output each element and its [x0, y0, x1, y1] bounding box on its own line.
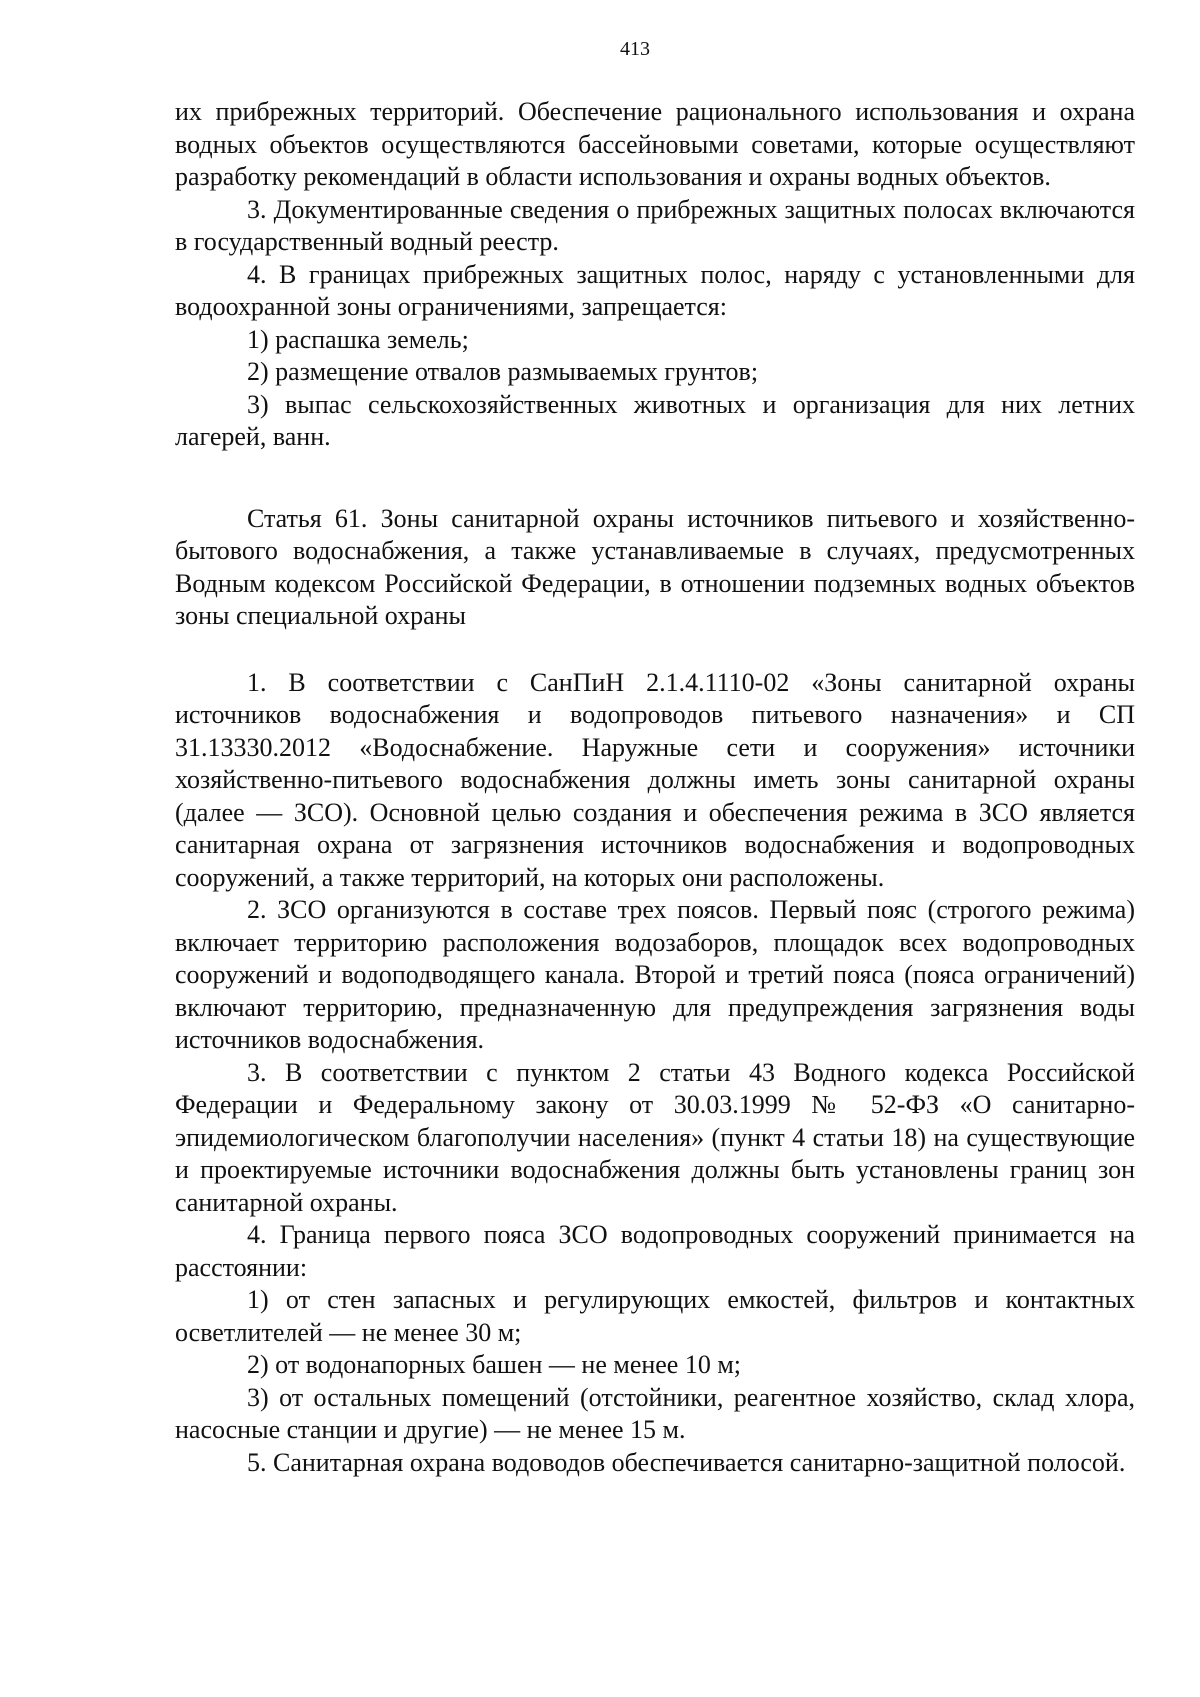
paragraph: их прибрежных территорий. Обеспечение рационального использования и охрана водных объектов осуществляются бассейновыми советами, которые осуществляют разработку рекомендаций в области использования и охраны водных объектов.	[175, 97, 1135, 191]
list-item: 1) распашка земель;	[247, 324, 469, 354]
paragraph: 3. Документированные сведения о прибрежных защитных полосах включаются в государственный водный реестр.	[175, 194, 1135, 256]
paragraph: 2. ЗСО организуются в составе трех поясов. Первый пояс (строгого режима) включает территорию расположения водозаборов, площадок всех водопроводных сооружений и водоподводящего канала. Второй и третий пояса (пояса ограничений) включают территорию, предназначенную для предупреждения загрязнения воды источников водоснабжения.	[175, 895, 1135, 1054]
article-heading: Статья 61. Зоны санитарной охраны источников питьевого и хозяйственно- бытового водоснабжения, а также устанавливаемые в случаях, предусмотренных Водным кодексом Российской Федерации, в отношении подземных водных объектов зоны специальной охраны	[175, 503, 1135, 630]
list-item: 2) размещение отвалов размываемых грунтов;	[247, 357, 759, 386]
paragraph: 4. В границах прибрежных защитных полос, наряду с установленными для водоохранной зоны ограничениями, запрещается:	[175, 259, 1135, 321]
list-item: 3) выпас сельскохозяйственных животных и организация для них летних лагерей, ванн.	[175, 389, 1135, 451]
paragraph: 1. В соответствии с СанПиН 2.1.4.1110-02 «Зоны санитарной охраны источников водоснабжения и водопроводов питьевого назначения» и СП 31.13330.2012 «Водоснабжение. Наружные сети и сооружения» источники хозяйственно-питьевого водоснабжения должны иметь зоны санитарной охраны (далее — ЗСО). Основной целью создания и обеспечения режима в ЗСО является санитарная охрана от загрязнения источников водоснабжения и водопроводных сооружений, а также территорий, на которых они расположены.	[175, 667, 1135, 892]
paragraph: 3. В соответствии с пунктом 2 статьи 43 Водного кодекса Российской Федерации и Федеральному закону от 30.03.1999 № 52-ФЗ «О санитарно-эпидемиологическом благополучии населения» (пункт 4 статьи 18) на существующие и проектируемые источники водоснабжения должны быть установлены границ зон санитарной охраны.	[175, 1057, 1135, 1217]
list-item: 2) от водонапорных башен — не менее 10 м;	[247, 1350, 742, 1379]
list-item: 1) от стен запасных и регулирующих емкостей, фильтров и контактных осветлителей — не менее 30 м;	[175, 1285, 1135, 1347]
paragraph: 5. Санитарная охрана водоводов обеспечивается санитарно-защитной полосой.	[247, 1447, 1126, 1477]
list-item: 3) от остальных помещений (отстойники, реагентное хозяйство, склад хлора, насосные станции и другие) — не менее 15 м.	[175, 1382, 1135, 1444]
paragraph: 4. Граница первого пояса ЗСО водопроводных сооружений принимается на расстоянии:	[175, 1220, 1135, 1282]
document-body	[175, 96, 1135, 1479]
page-number: 413	[620, 38, 650, 60]
